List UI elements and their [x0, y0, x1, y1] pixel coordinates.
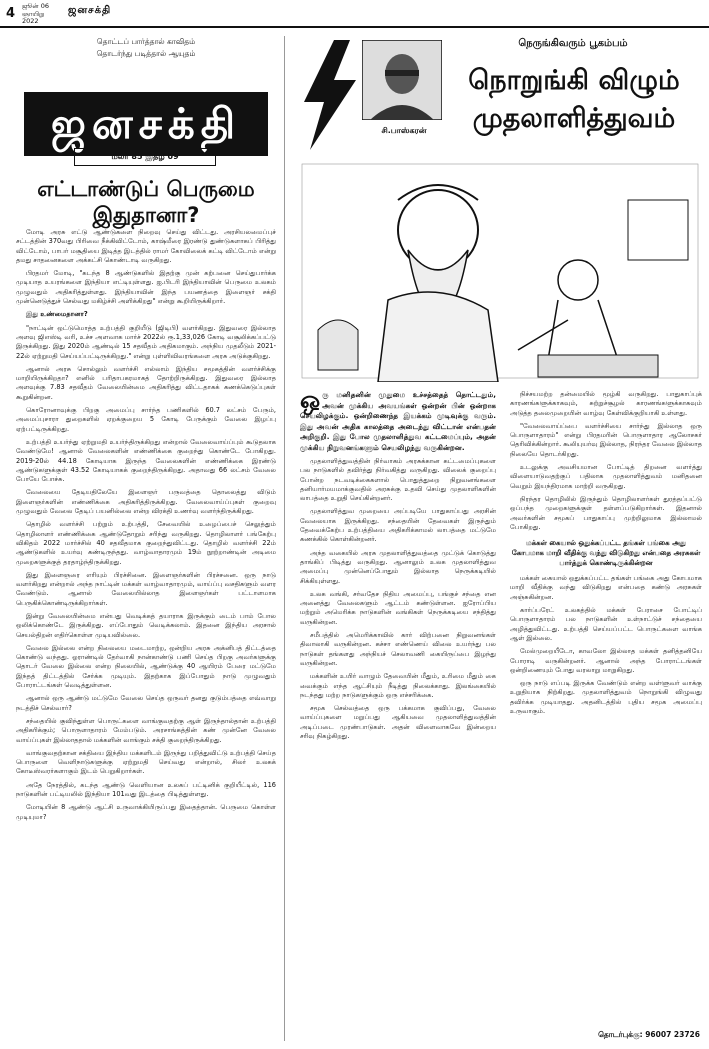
article-paragraph: சமீபத்தில் அமெரிக்காவில் கார் விற்பனை நிறுவனங்கள் திவாலாகி வருகின்றன. கச்சா எண்ணெய் விலை உயர்ந்து பல நாடுகள் தங்களது அந்நியச் செலாவணி கையிருப்பை இழந்து வருகின்றன. [300, 631, 496, 667]
editorial-headline: எட்டாண்டுப் பெருமை இதுதானா? [37, 177, 255, 227]
article-paragraph: உலக வங்கி, சர்வதேச நிதிய அமைப்பு, பங்குச் சந்தை என அனைத்து வேலைகளும் ஆட்டம் கண்டுள்ளன. ஐரோப்பிய மற்றும் அமெரிக்க நாடுகளின் வங்கிகள் நெருக்கடியை சந்தித்து வருகின்றன. [300, 589, 496, 626]
article-paragraph: நிரந்தர தொழிலில் இருந்தும் தொழிலாளர்கள் துரத்தப்பட்டு ஒப்பந்த முறைகளுக்குள் தள்ளப்படுகிறார்கள். இதனால் அவர்களின் சமூகப் பாதுகாப்பு முற்றிலுமாக இல்லாமல் போகிறது. [510, 494, 702, 531]
editorial-paragraph: பிரதமர் மோடி, "கடந்த 8 ஆண்டுகளில் இதற்கு முன் கற்பனை செய்துபார்க்க முடியாத உயரங்களை இந்தியா எட்டியுள்ளது. ஐ.பிடரி இந்தியாவின் பெருமை உலகம் முழுவதும் அதிகரித்துள்ளது. இந்தியாவின் இந்த பயணத்தை இளைஞர் சக்தி முன்னெடுத்துச் செல்வது மகிழ்ச்சி அளிக்கிறது" என்று கூறியிருக்கிறார். [16, 269, 276, 306]
masthead-title: ஜனசக்தி [24, 92, 268, 156]
date-line: ஞாயிறு [22, 9, 45, 18]
date-line: ஜூன் 06 [22, 2, 49, 10]
article-column-left [300, 390, 496, 1040]
editorial-paragraph: வேலை இல்லை என்ற நிலையை மடைமாற்ற, ஒன்றிய அரசு அக்னிபத் திட்டத்தை கொண்டு வந்தது. ஓராண்டில் தேர்வாகி நான்காண்டு பணி செய்த பிறகு அவர்களுக்கு தொடர் வேலை இல்லை என்ற நிலையில், ஆண்டுக்கு 40 ஆயிரம் பேரை மட்டுமே இந்தத் திட்டத்தில் சேர்க்க முடியும். இதற்காக இப்போதும் நாடு முழுவதும் போராட்டங்கள் வெடித்துள்ளன. [16, 643, 276, 690]
editorial-body [16, 228, 276, 1040]
header-publication: ஜனசக்தி [68, 5, 112, 16]
pull-quote: மக்கள் கையால் ஒதுக்கப்பட்ட தங்கள் பங்கை அது கோபமாக மாறி வீதிக்கு வந்து விடுகிறது என்பதை அரசுகள் பார்த்துக் கொண்டிருக்கின்றன [511, 539, 701, 568]
article-paragraph: மக்கள் கையால் ஒதுக்கப்பட்ட தங்கள் பங்கை அது கோபமாக மாறி வீதிக்கு வந்து விடுகிறது என்பதை கண்டு அரசுகள் அஞ்சுகின்றன. [510, 574, 702, 601]
article-paragraph: மக்களின் உயிர் வாழும் தேவையின் மீதும், உரிமை மீதும் கை வைக்கும் எந்த ஆட்சியும் நீடித்து நிலைக்காது. இலங்கையில் நடந்தது மற்ற நாடுகளுக்கும் ஒரு எச்சரிக்கை. [300, 672, 496, 699]
article-paragraph: உடலுக்கு அவசியமான போட்டித் திறனை வளர்த்து விளையாடுவதற்குப் பதிலாக முதலாளித்துவம் மனிதனை வெறும் இயந்திரமாக மாற்றி வருகிறது. [510, 463, 702, 490]
editorial-paragraph: வேலையை தேடியதிலேயே இளைஞர் பருவத்தை தொலைத்து விடும் இளைஞர்களின் எண்ணிக்கை அதிகரித்திருக்கிறது. வேலைவாய்ப்புகள் குறைவு முழுவதும் வேலை தேடிப் பயனில்லை என்ற விரக்தி உணர்வு வளர்ந்திருக்கிறது. [16, 488, 276, 516]
article-paragraph: முதலாளித்துவ முறையை அப்படியே பாதுகாப்பது அரசின் வேலையாக இருக்கிறது. சந்தையின் தேவைகள் இருந்தும் தேவைக்கேற்ப உற்பத்தியை அதிகரிக்காமல் லாபத்தை மட்டுமே கணக்கில் கொள்கின்றனர். [300, 507, 496, 544]
editorial-paragraph: இது இளைஞரை எரியும் பிரச்சினை. இளைஞர்களின் பிரச்சனை. ஒரு நாடு வளர்கிறது என்றால் அந்த நாட்டின் மக்கள் வாழ்வாதாரமும், வாய்ப்பு வசதிகளும் வளர வேண்டும். ஆனால் வேலையில்லாத இளைஞர்கள் பட்டாளமாக பெருகிக்கொண்டிருக்கிறார்கள். [16, 570, 276, 607]
editorial-paragraph: தொழில் வளர்ச்சி பற்றும் உற்பத்தி, சேவையில் உழைப்பைச் செலுத்தும் தொழிலாளர் எண்ணிக்கை ஆண்டுதோறும் சரிந்து வருகிறது. தொழிலாளர் பங்கேற்பு விகிதம் 2022 மார்ச்சில் 40 சதவீதமாக குறைந்துவிட்டது. தொழில் வளர்ச்சி 22ம் ஆண்டுகளில் உயர்வு கண்டிருந்தது. வாழ்வாதாரமும் 19ம் நூற்றாண்டின் அடிமை முறைகளுக்குத் தரதாழ்ந்திருக்கிறது. [16, 520, 276, 566]
editorial-paragraph: உற்பத்தி உயர்ந்து ஏற்றுமதி உயர்ந்திருக்கிறது என்றால் வேலைவாய்ப்பும் கூடுதலாக வேண்டுமே! ஆனால் வேலைகளின் எண்ணிக்கை குறைந்து கொண்டே போகிறது. 2019-20ல் 44.18 கோடியாக இருந்த வேலைகளின் எண்ணிக்கை இரண்டு ஆண்டுகளுக்குள் 43.52 கோடியாகக் குறைந்திருக்கிறது. அதாவது 66 லட்சம் வேலை போயே போச்சு. [16, 437, 276, 484]
masthead-tagline: தொடர்ந்து படித்தால் ஆயுதம் [96, 49, 196, 58]
article-column-right [510, 390, 702, 1030]
author-byline: சி.பாஸ்கரன் [381, 126, 427, 135]
column-divider [284, 36, 285, 1041]
editorial-paragraph: வாங்குவதற்கான சக்தியை இந்திய மக்களிடம் இருந்து பறித்துவிட்டு உற்பத்தி செய்த பொருளை வெளிநாடுகளுக்கு ஏற்றுமதி செய்வது என்றால், சிலர் உலகக் கோடீஸ்வரர்களாகும் இடம் பெறுகிறார்கள். [16, 748, 276, 776]
date-block [22, 3, 49, 26]
contact-line: தொடர்புக்கு: 96007 23726 [598, 1030, 700, 1039]
article-paragraph: ஒரு நாடு எப்படி இருக்க வேண்டும் என்ற வள்ளுவர் வாக்கு உறுதியாக நிற்கிறது. முதலாளித்துவம் நொறுங்கி விழுவது தவிர்க்க முடியாதது. அதனிடத்தில் புதிய சமூக அமைப்பு உருவாகும். [510, 679, 702, 716]
article-paragraph: கார்ப்பரேட் உலகத்தில் மக்கள் பேராசை போட்டிப் பொருளாதாரம் பல நாடுகளின் உள்நாட்டுச் சந்தையை அழித்துவிட்டது. உற்பத்தி செய்யப்பட்ட பொருட்களை வாங்க ஆள் இல்லை. [510, 606, 702, 642]
masthead-tagline: தொட்டப் பார்த்தால் காவிதம் [96, 37, 196, 46]
editorial-paragraph: கொரோனாவுக்கு பிறகு அமைப்பு சார்ந்த பணிகளில் 60.7 லட்சம் பேரும், அமைப்புசாரா துறைகளில் ஏறக்குறைய 5 கோடி பேருக்கும் வேலை இழப்பு ஏற்பட்டிருக்கிறது. [16, 406, 276, 433]
editorial-paragraph: மோடி அரசு எட்டு ஆண்டுகளை நிறைவு செய்து விட்டது. அரசியலமைப்புச் சட்டத்தின் 370வது பிரிவை நீக்கிவிட்டோம், காஷ்மீரை இரண்டு துண்டுகளாகப் பிரித்து விட்டோம், பாபர் மசூதியை இடித்த இடத்தில் ராமர் கோவிலைக் கட்டி விட்டோம் என்று தமது சாதனைகளை அக்கட்சி கொண்டாடி வருகிறது. [16, 228, 276, 264]
author-photo [362, 40, 442, 120]
editorial-paragraph: சந்தையில் குவிந்துள்ள பொருட்களை வாங்குவதற்கு ஆள் இருந்தால்தான் உற்பத்தி அதிகரிக்கும்; பொருளாதாரம் மேம்படும். அரசாங்கத்தின் கண் முன்னே வேலை வாய்ப்புகள் இல்லாததால் மக்களின் வாங்கும் சக்தி குறைந்திருக்கிறது. [16, 716, 276, 744]
article-paragraph: அந்த வகையில் அரசு முதலாளித்துவத்தை முட்டுக் கொடுத்து தாங்கிப் பிடித்து வருகிறது. ஆனாலும் உலக முதலாளித்துவ அமைப்பு முன்னெப்போதும் இல்லாத நெருக்கடியில் சிக்கியுள்ளது. [300, 548, 496, 585]
editorial-paragraph: ஆனால் ஒரு ஆண்டு மட்டுமே வேலை செய்த ஒருவர் தனது குடும்பத்தை எவ்வாறு நடத்திச் செல்வார்? [16, 694, 276, 712]
masthead [10, 36, 282, 148]
article-title: நொறுங்கி விழும் முதலாளித்துவம் [468, 65, 680, 134]
editorial-paragraph: மோடியின் 8 ஆண்டு ஆட்சி உருவாக்கியிருப்பது இதைத்தான். பெருமை கொள்ள முடியுமா? [16, 803, 276, 821]
article-paragraph: சமூக செல்வத்தை ஒரு பக்கமாக குவிப்பது, வேலை வாய்ப்புகளை மறுப்பது ஆகியவை முதலாளித்துவத்தின் அடிப்படை முரண்பாடுகள். அதன் விளைவாகவே இன்றைய சரிவு நிகழ்கிறது. [300, 704, 496, 741]
editorial-paragraph: இன்று வேலையின்மை என்பது வெடிக்கத் தயாராக இருக்கும் டைம் பாம் போல ஒலிக்கொண்டே இருக்கிறது. எப்போதும் வெடிக்கலாம். இதனை இந்திய அரசால் செயல்திறன் எதிர்கொள்ள முடியவில்லை. [16, 611, 276, 639]
issue-badge: மலர் 85 இதழ் 09 [74, 148, 216, 166]
article-lead [300, 390, 496, 453]
header-rule [0, 26, 709, 28]
article-paragraph: நிச்சயமற்ற தன்மையில் மூழ்கி வருகிறது. பாதுகாப்புக் காரணங்களுக்காகவும், சுற்றுச்சூழல் காரணங்களுக்காகவும் அடுத்த தலைமுறையின் வாழ்வு கேள்விக்குறியாகி உள்ளது. [510, 390, 702, 417]
editorial-paragraph: "நாட்டின் ஒட்டுமொத்த உற்பத்தி குறியீடு (ஜிடிபி) வளர்கிறது. இதுவரை இல்லாத அளவு ஜிஎஸ்டி வரி, உச்ச அளவாக மார்ச் 2022ல் ரூ.1,33,026 கோடி வசூலிக்கப்பட்டு இருக்கிறது. இது 2020ம் ஆண்டில் 15 சதவீதம் அதிகமாகும். அந்நிய முதலீடும் 2021-22ல் ஏற்றுமதி செய்யப்பட்டிருக்கிறது." என்று புள்ளிவிவரங்களை அரசு அடுக்குகிறது. [16, 323, 276, 360]
article-paragraph: முதலாளித்துவத்தின் நிர்வாகம் அரசுக்கான கட்டமைப்புகளை பல நாடுகளில் தவிர்த்து நிர்வகித்து வருகிறது. விலைக் குறைப்பு போன்ற நடவடிக்கைகளால் பொதுத்துறை நிறுவனங்களை தனியார்மயமாக்குவதில் அரசுக்கு உதவி செய்து முதலாளிகளின் லாபத்தை உறுதி செய்கின்றனர். [300, 457, 496, 503]
page-number: 4 [6, 6, 16, 21]
lightning-bolt-icon [296, 40, 360, 150]
article-kicker: நெருங்கிவரும் பூகம்பம் [518, 38, 628, 49]
editorial-paragraph: அதே நேரத்தில், கடந்த ஆண்டு வெளியான உலகப் பட்டினிக் குறியீட்டில், 116 நாடுகளின் பட்டியலில் இந்தியா 101வது இடத்தை பிடித்துள்ளது. [16, 780, 276, 799]
cartoon-illustration [298, 160, 702, 382]
dropcap-letter: ஒ [300, 390, 321, 414]
article-paragraph: மேல்முறையீடோ, காவலோ இல்லாத மக்கள் தனித்தனியே போராடி வருகின்றனர். ஆனால் அந்த போராட்டங்கள் ஒன்றிணையும் போது வரலாறு மாறுகிறது. [510, 647, 702, 674]
editorial-paragraph: ஆனால் அரசு சொல்லும் வளர்ச்சி எல்லாம் இந்திய சமூகத்தின் வளர்ச்சிக்கு மாறியிருக்கிறதா? எனில் பரிதாபகரமாகத் தோற்றிருக்கிறது. இதுவரை இல்லாத அளவுக்கு 7.83 சதவீதம் வேலையின்மை அதிகரித்து விட்டதாகக் கணக்கெடுப்புகள் கூறுகின்றன. [16, 364, 276, 401]
article-paragraph: "வேலைவாய்ப்பை வளர்ச்சியை சார்ந்து இல்லாத ஒரு பொருளாதாரம்" என்று பிரதமரின் பொருளாதார ஆலோசகர் தெரிவிக்கின்றார். கூலியுயர்வு இல்லாத, நிரந்தர வேலை இல்லாத நிலையே தொடர்கிறது. [510, 421, 702, 458]
date-line: 2022 [22, 17, 39, 25]
editorial-paragraph: இது உண்மைதானா? [26, 310, 88, 319]
article-lead-text: ரு மனிதனின் முதுமை உச்சத்தைத் தொட்டதும், அவன் முக்கிய அவயங்கள் ஒன்றன் பின் ஒன்றாக செயலிழக்கும். ஒன்றிணைந்த இயக்கம் முடிவுக்கு வரும். இது அவன் அதிக காலத்தை அடைந்து விட்டான் என்பதன் அறிகுறி. இது போல முதலாளித்துவ கட்டமைப்பும், அதன் முக்கிய நிறுவனங்களும் செயலிழந்து வருகின்றன. [300, 390, 496, 452]
